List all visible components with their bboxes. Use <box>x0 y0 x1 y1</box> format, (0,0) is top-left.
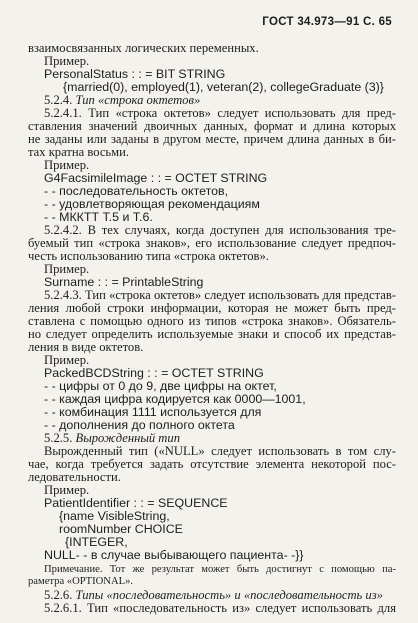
example-label: Пример. <box>44 353 90 367</box>
text-line: тах кратна восьми. <box>28 145 130 159</box>
text-line: взаимосвязанных логических переменных. <box>28 41 259 55</box>
code-line: NULL- - в случае выбывающего пациента- -}} <box>44 548 304 562</box>
code-line: {married(0), employed(1), veteran(2), collegeGraduate (3)} <box>63 80 384 94</box>
code-line: roomNumber CHOICE <box>59 522 183 536</box>
code-line: {name VisibleString, <box>59 509 170 523</box>
text-line: 5.2.4.2. В тех случаях, когда доступен для использования тре- <box>44 223 396 237</box>
code-line: PatientIdentifier : : = SEQUENCE <box>44 496 228 510</box>
code-line: G4FacsimileImage : : = OCTET STRING <box>44 171 268 185</box>
text-line: ления любой строки информации, которая не может быть пред- <box>28 301 396 315</box>
text-line: буемый тип «строка знаков», его использование следует предпоч- <box>28 236 396 250</box>
section-heading <box>44 93 418 107</box>
text-line: не заданы или заданы в другом месте, причем длина данных в би- <box>28 132 396 146</box>
text-line: 5.2.4.3. Тип «строка октетов» следует использовать для представ- <box>44 288 396 302</box>
text-line: но следует определить используемые знаки и способ их представ- <box>28 327 396 341</box>
text-line: ставлена с помощью одного из типов «строка знаков». Обязатель- <box>28 314 396 328</box>
code-comment: - - каждая цифра кодируется как 0000—1001, <box>44 392 306 406</box>
example-label: Пример. <box>44 158 90 172</box>
example-label: Пример. <box>44 54 90 68</box>
text-line: 5.2.6.1. Тип «последовательность из» следует использовать для <box>44 601 396 615</box>
text-line: ставления значений двоичных данных, формат и длина которых <box>28 119 396 133</box>
section-number: 5.2.6. <box>44 588 73 602</box>
page-header: ГОСТ 34.973—91 С. 65 <box>262 16 392 28</box>
code-line: Surname : : = PrintableString <box>44 275 204 289</box>
section-number: 5.2.5. <box>44 431 73 445</box>
section-title: Тип «строка октетов» <box>75 93 201 107</box>
text-line: чае, когда требуется задать отсутствие элемента некоторой пос- <box>28 457 396 471</box>
code-comment: - - последовательность октетов, <box>44 184 229 198</box>
example-label: Пример. <box>44 483 90 497</box>
section-title: Типы «последовательность» и «последовательность из» <box>75 588 383 602</box>
code-comment: - - комбинация 1111 используется для <box>44 405 262 419</box>
text-line: честь использованию типа «строка октетов». <box>28 249 269 263</box>
note-line: Примечание. Тот же результат может быть достигнут с помощью па- <box>44 564 396 575</box>
code-line: PackedBCDString : : = OCTET STRING <box>44 366 264 380</box>
section-heading <box>44 588 418 602</box>
code-line: PersonalStatus : : = BIT STRING <box>44 67 226 81</box>
text-line: ления в виде октетов. <box>28 340 144 354</box>
section-title: Вырожденный тип <box>75 431 180 445</box>
code-line: {INTEGER, <box>65 535 128 549</box>
section-number: 5.2.4. <box>44 93 73 107</box>
section-heading <box>44 431 418 445</box>
example-label: Пример. <box>44 262 90 276</box>
code-comment: - - дополнения до полного октета <box>44 418 235 432</box>
code-comment: - - удовлетворяющая рекомендациям <box>44 197 260 211</box>
text-line: ледовательности. <box>28 470 121 484</box>
code-comment: - - МККТТ Т.5 и Т.6. <box>44 210 153 224</box>
text-line: 5.2.4.1. Тип «строка октетов» следует использовать для пред- <box>44 106 396 120</box>
code-comment: - - цифры от 0 до 9, две цифры на октет, <box>44 379 277 393</box>
note-line: раметра «OPTIONAL». <box>28 576 134 587</box>
text-line: Вырожденный тип («NULL» следует использовать в том слу- <box>44 444 396 458</box>
